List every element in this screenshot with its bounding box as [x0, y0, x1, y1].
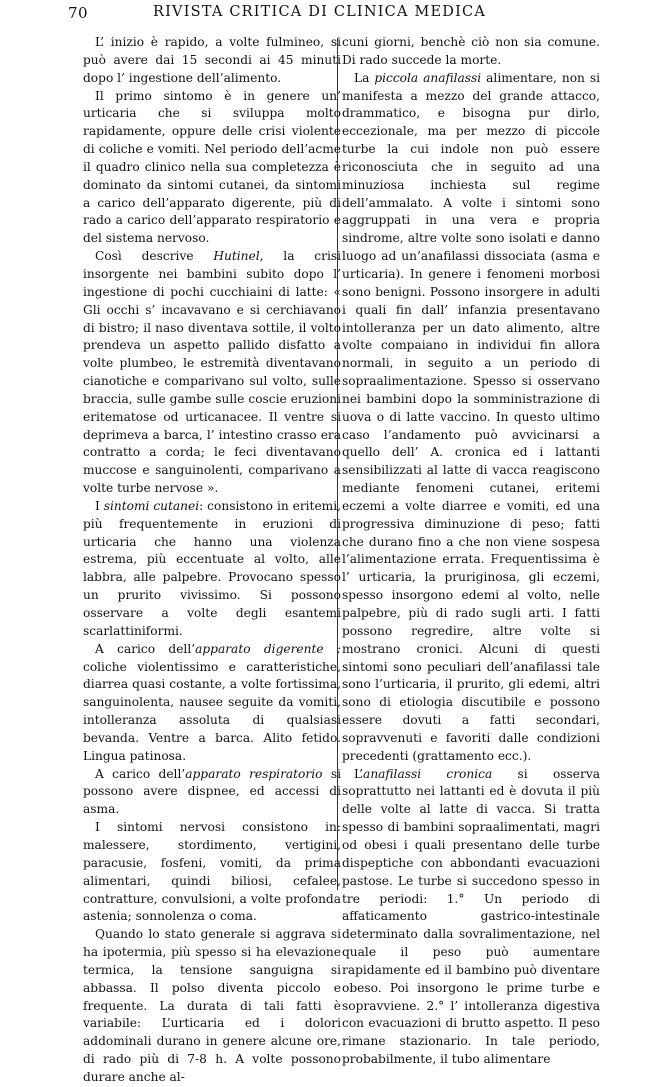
text-run: coliche violentissimo e caratteristiche, diarrea quasi costante, a volte fortissima, sanguinolenta, nausee seguite da vomiti, intolleranza assoluta di qualsiasi bevanda. Ventre a barca. Alito fetido. Lingua patinosa. [83, 659, 341, 763]
text-run: , la crisi insorgente nei bambini subito dopo l’ ingestione di pochi cucchiaini di latte: « Gli occhi s’ incavavano e si cerchiavano di bistro; il naso diventava sottile, il volto prendeva un aspetto pallido disfatto a volte plumbeo, le estremità diventavano cianotiche e comparivano sul volto, sulle braccia, sulle gambe sulle coscie eruzioni eritematose od urticanacee. Il ventre si deprimeva a barca, l’ intestino crasso era contratto a corda; le feci diventavano muccose e sanguinolenti, comparivano a volte turbe nervose ». [83, 249, 341, 496]
text-run: A carico dell’ [95, 641, 196, 656]
text-run: si osserva soprattutto nei lattanti ed è dovuta il più delle volte al latte di vacca. Si tratta spesso di bambini sopraalimentati, magri od obesi i quali presentano delle turbe dispeptiche con abbondanti evacuazioni pastose. Le turbe si succedono spesso in tre periodi: 1.° Un periodo di affaticamento gastrico-intestinale determinato dalla sovralimentazione, nel quale il peso può aumentare rapidamente ed il bambino può diventare obeso. Poi insorgono le prime turbe e sopravviene. 2.° l’ intolleranza digestiva con evacuazioni di brutto aspetto. Il peso rimane stazionario. In tale periodo, probabilmente, il tubo alimentare [342, 766, 600, 1067]
text-run: Così descrive [95, 249, 214, 264]
text-run: alimentare, non si manifesta a mezzo del grande attacco, drammatico, e bisogna pur dirlo, eccezionale, ma per mezzo di piccole turbe la cui indole non può essere riconosciuta che in seguito ad una minuziosa inchiesta sul regime dell’ammalato. A volte i sintomi sono aggruppati in una vera e propria sindrome, altre volte sono isolati e danno luogo ad un’anafilassi dissociata (asma e urticaria). In genere i fenomeni morbosi sono benigni. Possono insorgere in adulti i quali fin dall’ infanzia presentavano intolleranza per un dato alimento, altre volte compaiano in individui fin allora normali, in seguito a un periodo di sopraalimentazione. Spesso si osservano nei bambini dopo la somministrazione di uova o di latte vaccino. In questo ultimo caso l’andamento può avvicinarsi a quello dell’ A. cronica ed i lattanti sensibilizzati al latte di vacca reagiscono mediante fenomeni cutanei, eritemi eczemi a volte diarree e vomiti, ed una progressiva diminuzione di peso; fatti che durano fino a che non viene sospesa l’alimentazione errata. Frequentissima è l’ urticaria, la pruriginosa, gli eczemi, spesso insorgono edemi al volto, nelle palpebre, più di rado sugli arti. I fatti possono regredire, altre volte si mostrano cronici. Alcuni di questi sintomi sono peculiari dell’anafilassi tale sono l’urticaria, il prurito, gli edemi, altri sono di etiologia discutibile e possono essere dovuti a fatti secondari, sopravvenuti e favoriti dalle condizioni precedenti (grattamento ecc.). [342, 70, 600, 763]
text-run: L’ [354, 766, 364, 781]
paragraph [83, 34, 341, 88]
text-run: : consistono in eritemi, più frequentemente in eruzioni di urticaria che hanno una violenza estrema, più eccentuate al volto, alle labbra, alle palpebre. Provocano spesso un prurito vivissimo. Si possono osservare a volte degli esantemi scarlattiniformi. [83, 498, 341, 638]
page-header [68, 4, 624, 28]
column-divider [337, 38, 338, 890]
italic-text: anafilassi cronica [363, 766, 493, 781]
italic-text: sintomi cutanei [103, 498, 200, 513]
text-run: Quando lo stato generale si aggrava si ha ipotermia, più spesso si ha elevazione termica, la tensione sanguigna si abbassa. Il polso diventa piccolo e frequente. La durata di tali fatti è variabile: L’urticaria ed i dolori addominali durano in genere alcune ore, di rado più di 7-8 h. A volte possono durare anche al- [83, 927, 341, 1084]
paragraph [83, 248, 341, 498]
left-column [83, 34, 341, 1087]
text-run: cuni giorni, benchè ciò non sia comune. Di rado succede la morte. [342, 35, 600, 67]
text-run: L’ inizio è rapido, a volte fulmineo, si può avere dai 15 secondi ai 45 minuti dopo l’ ingestione dell’alimento. [83, 35, 341, 85]
page-number: 70 [68, 4, 89, 22]
text-run: La [354, 70, 375, 85]
paragraph [83, 498, 341, 641]
right-column [342, 34, 600, 1069]
italic-text: piccola anafilassi [374, 70, 482, 85]
text-run: A carico dell’ [95, 766, 186, 781]
paragraph [83, 819, 341, 926]
italic-text: Hutinel [213, 249, 260, 264]
text-run: I [95, 498, 104, 513]
paragraph [83, 766, 341, 820]
italic-text: apparato digerente : [195, 641, 341, 656]
text-run: Il primo sintomo è in genere un’ urticaria che si sviluppa molto rapidamente, oppure delle crisi violente di coliche e vomiti. Nel periodo dell’acme il quadro clinico nella sua completezza è dominato da sintomi cutanei, da sintomi a carico dell’apparato digerente, più di rado a carico dell’apparato respiratorio e del sistema nervoso. [83, 88, 341, 246]
text-run: si possono avere dispnee, ed accessi di asma. [83, 766, 342, 817]
paragraph [342, 766, 600, 1069]
paragraph [83, 88, 341, 249]
paragraph [83, 641, 341, 766]
italic-text: apparato respiratorio [185, 766, 323, 781]
text-run: I sintomi nervosi consistono in: malessere, stordimento, vertigini, paracusie, fosfeni, vomiti, da prima alimentari, quindi biliosi, cefalee, contratture, convulsioni, a volte profonda astenia; sonnolenza o coma. [83, 820, 341, 924]
paragraph [83, 926, 341, 1087]
paragraph [342, 34, 600, 70]
paragraph [342, 70, 600, 766]
running-title: RIVISTA CRITICA DI CLINICA MEDICA [153, 4, 487, 20]
